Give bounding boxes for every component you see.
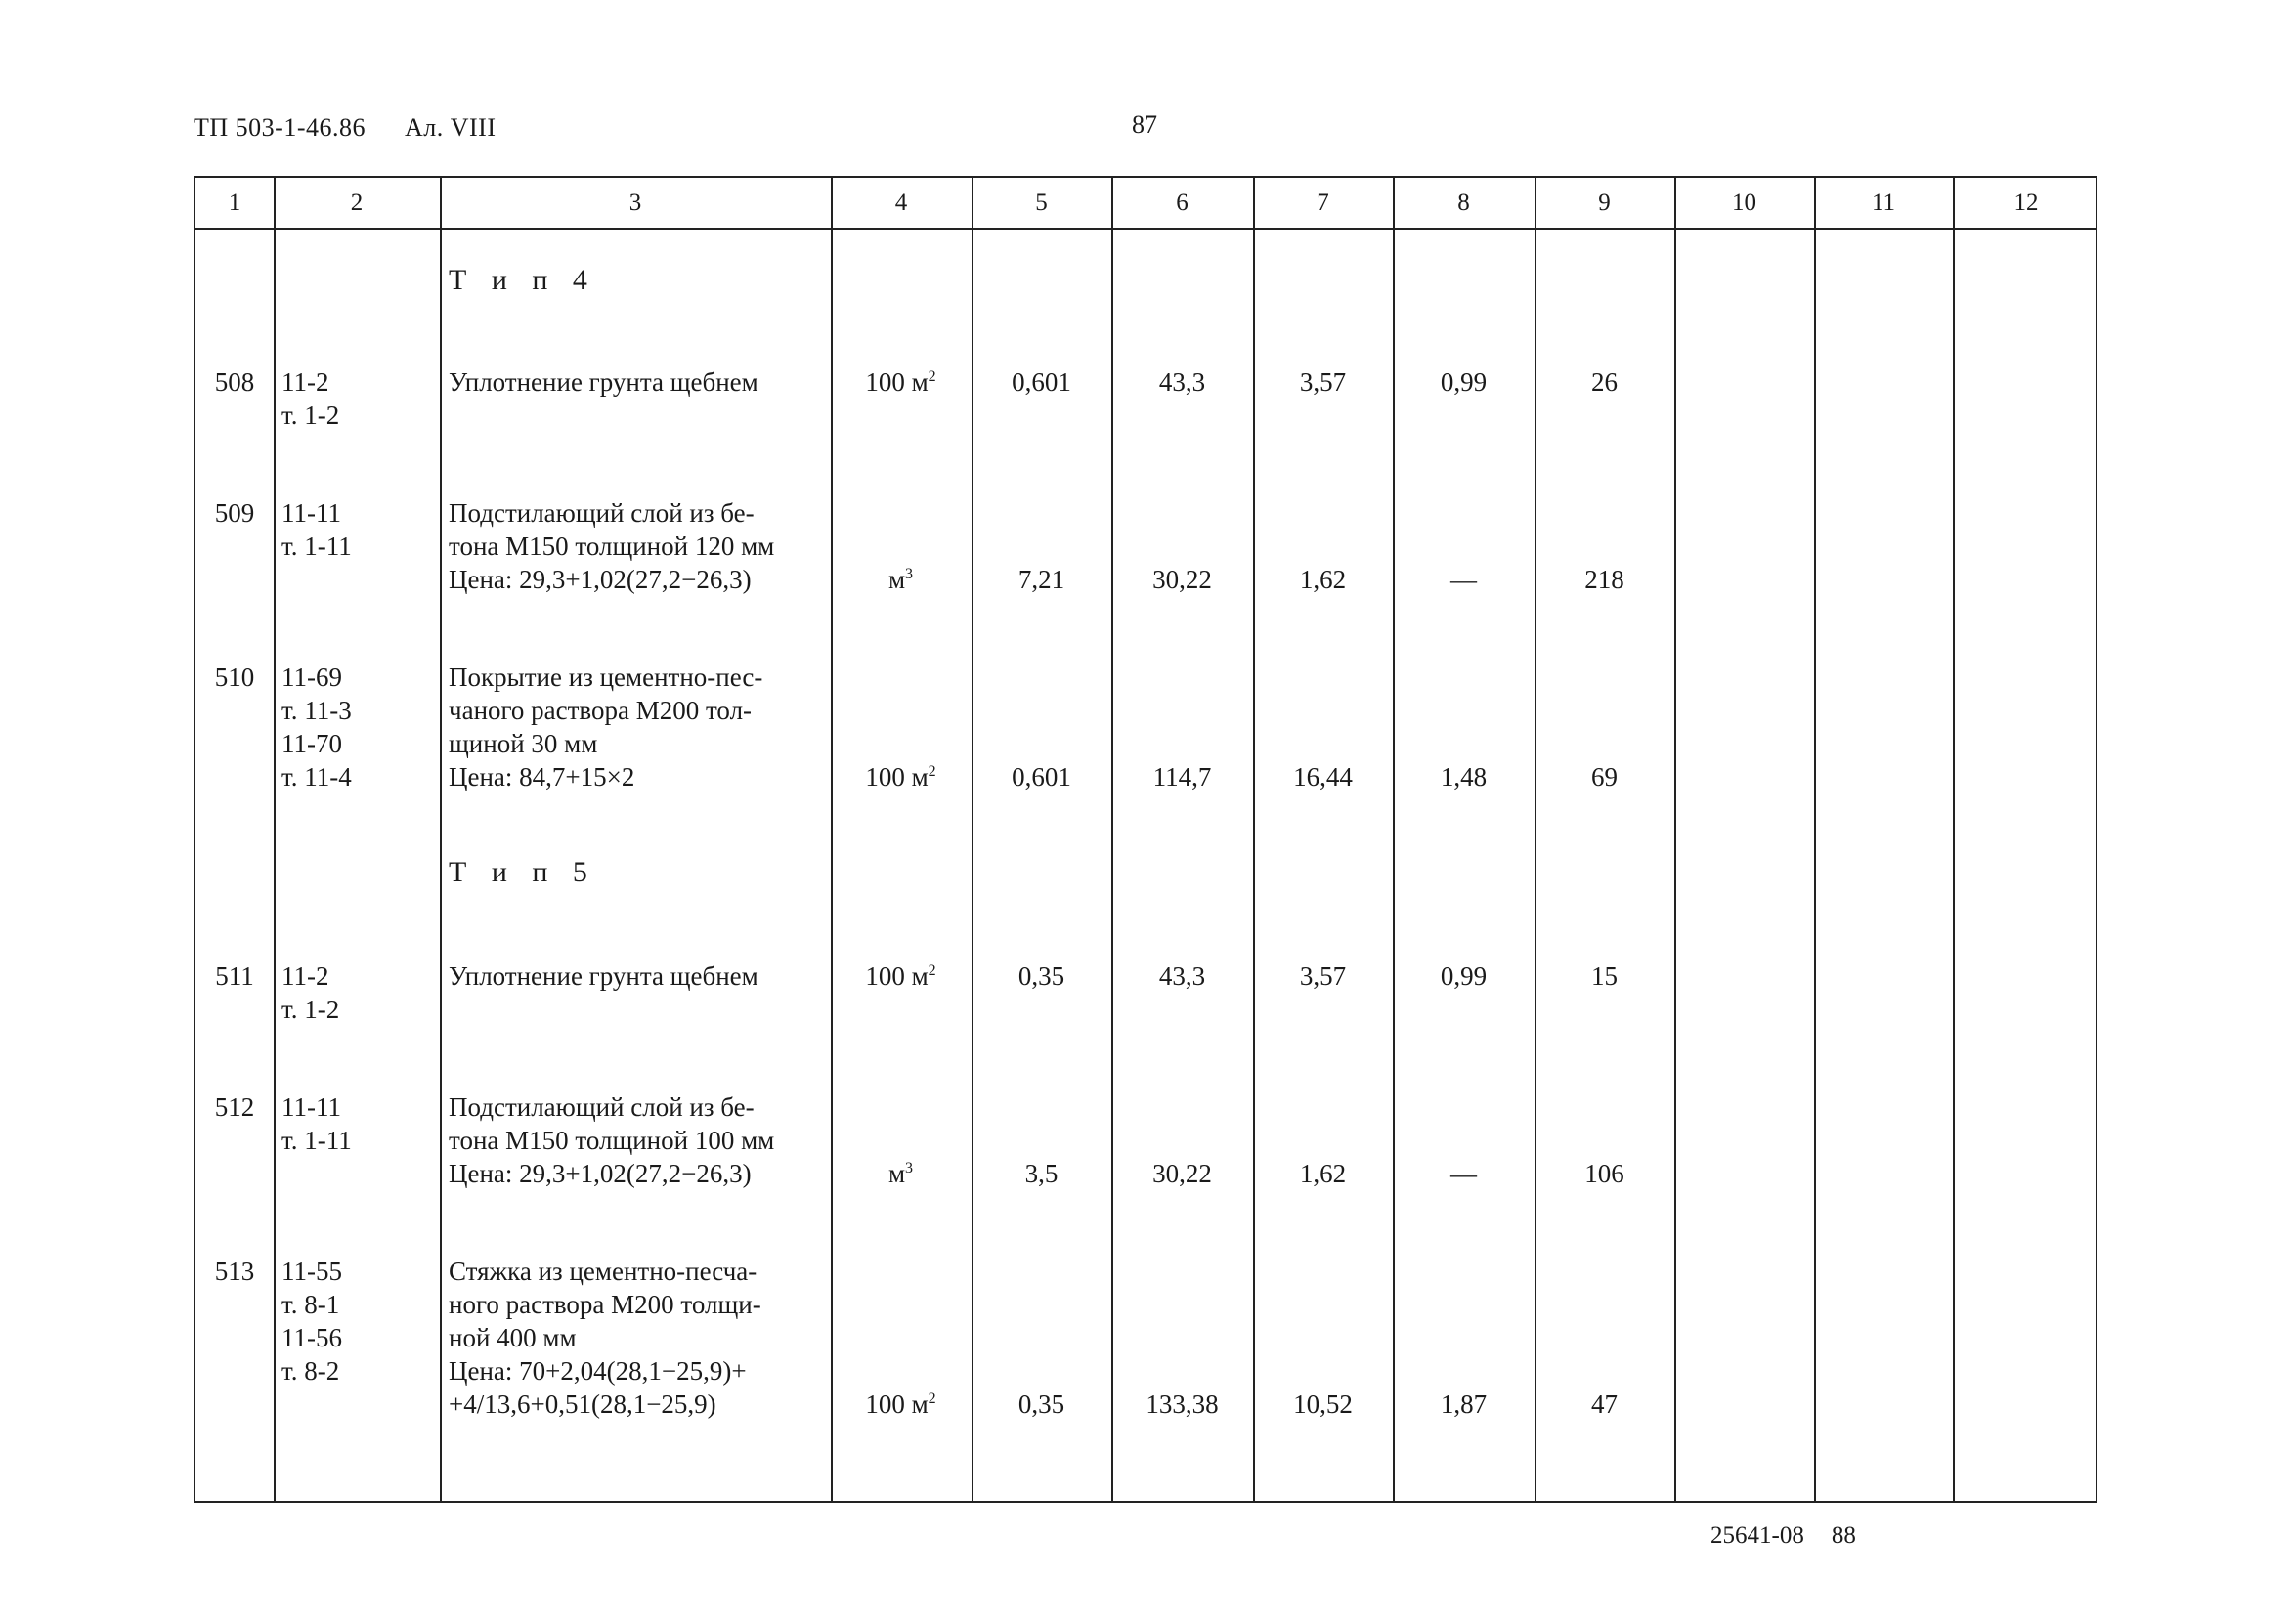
section-title: Т и п 5: [449, 856, 596, 888]
column-header: 4: [894, 190, 908, 216]
total-cost: 47: [1591, 1389, 1618, 1419]
column-header: 7: [1317, 190, 1329, 216]
doc-code: ТП 503-1-46.86: [194, 113, 366, 142]
column-divider: [1674, 178, 1676, 1501]
column-divider: [1953, 178, 1955, 1501]
work-name: Подстилающий слой из бе- тона М150 толщиной 100 мм Цена: 29,3+1,02(27,2−26,3): [449, 1092, 775, 1188]
row-number: 510: [214, 662, 255, 692]
column-header: 10: [1732, 190, 1756, 216]
unit-exponent: 2: [928, 962, 936, 979]
work-name: Уплотнение грунта щебнем: [449, 962, 758, 991]
machine-cost: 1,48: [1440, 762, 1488, 791]
unit-price: 43,3: [1158, 962, 1206, 991]
unit: [831, 960, 971, 993]
column-header: 3: [628, 190, 642, 216]
quantity: 0,601: [1012, 367, 1071, 397]
page-number: 87: [1132, 110, 1157, 139]
column-header: 6: [1176, 190, 1189, 216]
machine-cost: —: [1450, 1159, 1477, 1188]
norm-code: 11-11 т. 1-11: [281, 498, 352, 561]
unit-exponent: 2: [928, 368, 936, 385]
wage-cost: 1,62: [1299, 565, 1347, 594]
total-cost: 106: [1584, 1159, 1624, 1188]
wage-cost: 10,52: [1293, 1389, 1353, 1419]
sheet-number: 88: [1831, 1522, 1856, 1549]
wage-cost: 1,62: [1299, 1159, 1347, 1188]
column-divider: [1814, 178, 1816, 1501]
machine-cost: 1,87: [1440, 1389, 1488, 1419]
norm-code: 11-69 т. 11-3 11-70 т. 11-4: [281, 662, 352, 791]
unit-base: 100 м: [865, 762, 929, 791]
work-name: Подстилающий слой из бе- тона М150 толщиной 120 мм Цена: 29,3+1,02(27,2−26,3): [449, 498, 775, 594]
row-number: 511: [215, 962, 254, 991]
row-number: 508: [214, 367, 255, 397]
unit-base: 100 м: [865, 1389, 929, 1419]
column-header: 12: [2013, 190, 2039, 216]
total-cost: 218: [1584, 565, 1624, 594]
quantity: 0,35: [1017, 1389, 1065, 1419]
album-label: Ал. VIII: [404, 113, 497, 142]
machine-cost: 0,99: [1440, 367, 1488, 397]
unit-exponent: 3: [905, 1160, 914, 1176]
quantity: 7,21: [1017, 565, 1065, 594]
column-header: 5: [1035, 190, 1048, 216]
unit-exponent: 2: [928, 763, 936, 780]
column-divider: [440, 178, 442, 1501]
unit-price: 133,38: [1146, 1389, 1219, 1419]
work-name: Стяжка из цементно-песча- ного раствора М200 толщи- ной 400 мм Цена: 70+2,04(28,1−25,9)+ +4/13,6+0,51(28,1−25,9): [449, 1257, 761, 1419]
machine-cost: —: [1450, 565, 1477, 594]
column-header: 8: [1457, 190, 1470, 216]
unit: [831, 1388, 971, 1421]
archive-code: 25641-08: [1710, 1522, 1804, 1549]
document-code: [194, 113, 497, 143]
unit-price: 114,7: [1152, 762, 1212, 791]
unit-price: 30,22: [1152, 1159, 1212, 1188]
column-header: 2: [350, 190, 364, 216]
unit-exponent: 2: [928, 1390, 936, 1407]
work-name: Покрытие из цементно-пес- чаного раствора М200 тол- щиной 30 мм Цена: 84,7+15×2: [449, 662, 763, 791]
total-cost: 15: [1591, 962, 1618, 991]
estimate-table: [194, 176, 2097, 1503]
wage-cost: 3,57: [1299, 367, 1347, 397]
header-row-divider: [195, 228, 2096, 230]
unit: [831, 563, 971, 596]
machine-cost: 0,99: [1440, 962, 1488, 991]
footer-code: [1710, 1522, 1856, 1550]
norm-code: 11-2 т. 1-2: [281, 367, 340, 430]
unit: [831, 760, 971, 793]
unit-price: 30,22: [1152, 565, 1212, 594]
unit-base: м: [887, 1159, 906, 1188]
unit-base: 100 м: [865, 962, 929, 991]
section-title: Т и п 4: [449, 264, 596, 296]
column-divider: [274, 178, 276, 1501]
unit-base: 100 м: [865, 367, 929, 397]
unit: [831, 365, 971, 399]
unit-price: 43,3: [1158, 367, 1206, 397]
row-number: 512: [214, 1092, 255, 1122]
quantity: 3,5: [1024, 1159, 1059, 1188]
column-header: 11: [1871, 190, 1896, 216]
quantity: 0,601: [1012, 762, 1071, 791]
row-number: 509: [214, 498, 255, 528]
norm-code: 11-55 т. 8-1 11-56 т. 8-2: [281, 1257, 342, 1386]
unit: [831, 1157, 971, 1190]
column-header: 1: [228, 190, 241, 216]
row-number: 513: [214, 1257, 255, 1286]
quantity: 0,35: [1017, 962, 1065, 991]
wage-cost: 3,57: [1299, 962, 1347, 991]
work-name: Уплотнение грунта щебнем: [449, 367, 758, 397]
column-header: 9: [1598, 190, 1611, 216]
unit-base: м: [887, 565, 906, 594]
wage-cost: 16,44: [1293, 762, 1353, 791]
norm-code: 11-2 т. 1-2: [281, 962, 340, 1024]
total-cost: 26: [1591, 367, 1618, 397]
total-cost: 69: [1591, 762, 1618, 791]
unit-exponent: 3: [905, 566, 914, 582]
norm-code: 11-11 т. 1-11: [281, 1092, 352, 1155]
